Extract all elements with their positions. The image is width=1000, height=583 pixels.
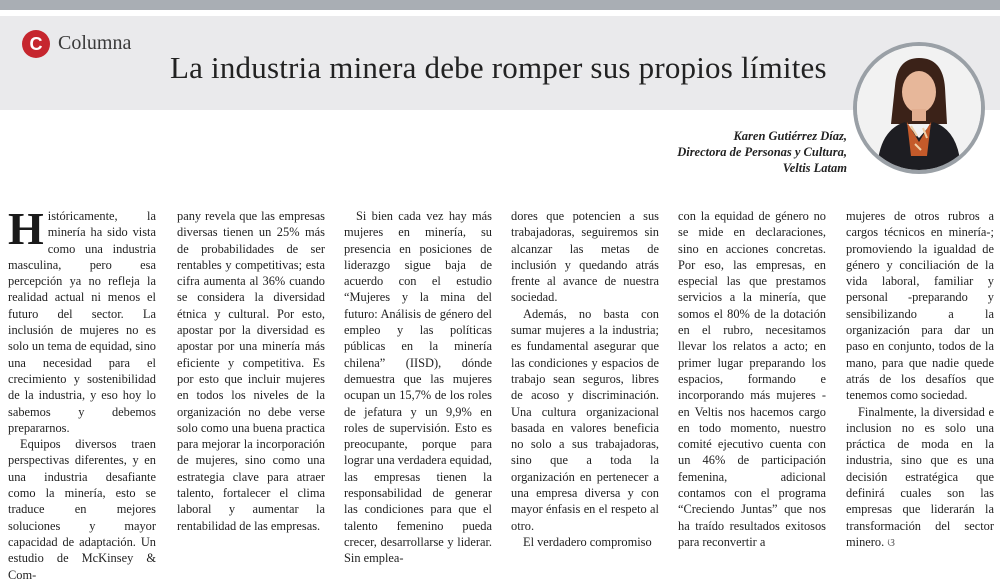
text-column-3: [344, 208, 492, 567]
section-badge-icon: C: [22, 30, 50, 58]
paragraph: El verdadero compromiso: [523, 534, 652, 549]
paragraph: con la equidad de género no se mide en declaraciones, sino en acciones concretas. Por eso, las empresas, en especial las que prestamos servicios a la minería, que somos el 80% de la dotación en el rubro, necesitamos llevar los relatos a acto; en primer lugar preparando los espacios, formando e incorporando más mujeres -en Veltis nos hacemos cargo en todo momento, nuestro comité ejecutivo cuenta con un 46% de participación femenina, adicional contamos con el programa “Creciendo Juntas” que nos ha traído resultados exitosos para reconvertir a: [678, 209, 826, 549]
author-company: Veltis Latam: [782, 161, 847, 175]
drop-cap: H: [8, 203, 44, 254]
paragraph: Además, no basta con sumar mujeres a la industria; es fundamental asegurar que las condiciones y espacios de trabajo sean seguros, libres de acoso y discriminación. Una cultura organizacional basada en valores beneficia no solo a sus trabajadoras, sino que a toda la organización en pertenecer a una empresa diversa y con mayor énfasis en el respeto al otro.: [511, 306, 659, 533]
paragraph-text: Finalmente, la diversidad e inclusion no es solo una práctica de moda en la industria, sino que es una decisión estratégica que definirá cuales son las empresas que liderarán la transformación del sector minero.: [846, 404, 994, 549]
end-mark-icon: ଓ: [887, 535, 895, 549]
paragraph: [8, 203, 156, 436]
paragraph-text: istóricamente, la minería ha sido vista como una industria masculina, pero esa percepción ya no refleja la realidad actual ni menos el futuro del sector. La inclusión de mujeres no es solo un tema de equidad, sino una necesidad para el crecimiento y sostenibilidad de la industria, y eso hoy lo sabemos y debemos prepararnos.: [8, 209, 156, 435]
text-column-1: [8, 203, 156, 583]
top-rule: [0, 0, 1000, 10]
section-label: Columna: [58, 32, 132, 54]
author-role: Directora de Personas y Cultura,: [677, 145, 847, 159]
text-column-2: [177, 208, 325, 534]
text-column-4: [511, 208, 659, 550]
paragraph: Equipos diversos traen perspectivas diferentes, y en una industria desafiante como la minería, esto se traduce en mejores soluciones y mayor capacidad de adaptación. Un estudio de McKinsey & Com-: [8, 437, 156, 582]
author-photo-illustration: [857, 46, 981, 170]
paragraph: dores que potencien a sus trabajadoras, seguiremos sin alcanzar las metas de inclusión y quedando atrás frente al avance de nuestra sociedad.: [511, 209, 659, 305]
paragraph: mujeres de otros rubros a cargos técnicos en minería-; promoviendo la igualdad de género y conciliación de la vida laboral, familiar y personal -preparando y sensibilizando a la organización para dar un paso en conjunto, todos de la mano, para que nadie quede atrás de los desafíos que tenemos como sociedad.: [846, 209, 994, 403]
text-column-5: [678, 208, 826, 550]
paragraph: Si bien cada vez hay más mujeres en minería, su presencia en posiciones de liderazgo sigue baja de acuerdo con el estudio “Mujeres y la mina del futuro: Análisis de género del empleo y las políticas públicas en la minería chilena” (IISD), dónde demuestra que las mujeres ocupan un 15,7% de los roles de jefatura y un 9,9% en roles de supervisión. Esto es preocupante, porque para lograr una verdadera equidad, las empresas tienen la responsabilidad de generar las condiciones para que el talento femenino pueda crecer, desarrollarse y liderar. Sin emplea-: [344, 209, 492, 566]
author-portrait: [853, 42, 985, 174]
paragraph: [846, 404, 994, 552]
paragraph: pany revela que las empresas diversas tienen un 25% más de probabilidades de ser rentables y competitivas; esta cifra aumenta al 36% cuando se considera la diversidad étnica y cultural. Por esto, apostar por la diversidad es apostar por una minería más eficiente y competitiva. Es por esto que incluir mujeres en todos los niveles de la organización no debe verse solo como una buena practica para mejorar la incorporación de mujeres, sino como una estrategia clave para atraer talento, fortalecer el clima laboral y aumentar la rentabilidad de las empresas.: [177, 209, 325, 533]
text-column-6: [846, 208, 994, 551]
author-byline: [677, 128, 847, 176]
article-headline: La industria minera debe romper sus propios límites: [170, 50, 827, 85]
author-name: Karen Gutiérrez Díaz,: [733, 129, 847, 143]
